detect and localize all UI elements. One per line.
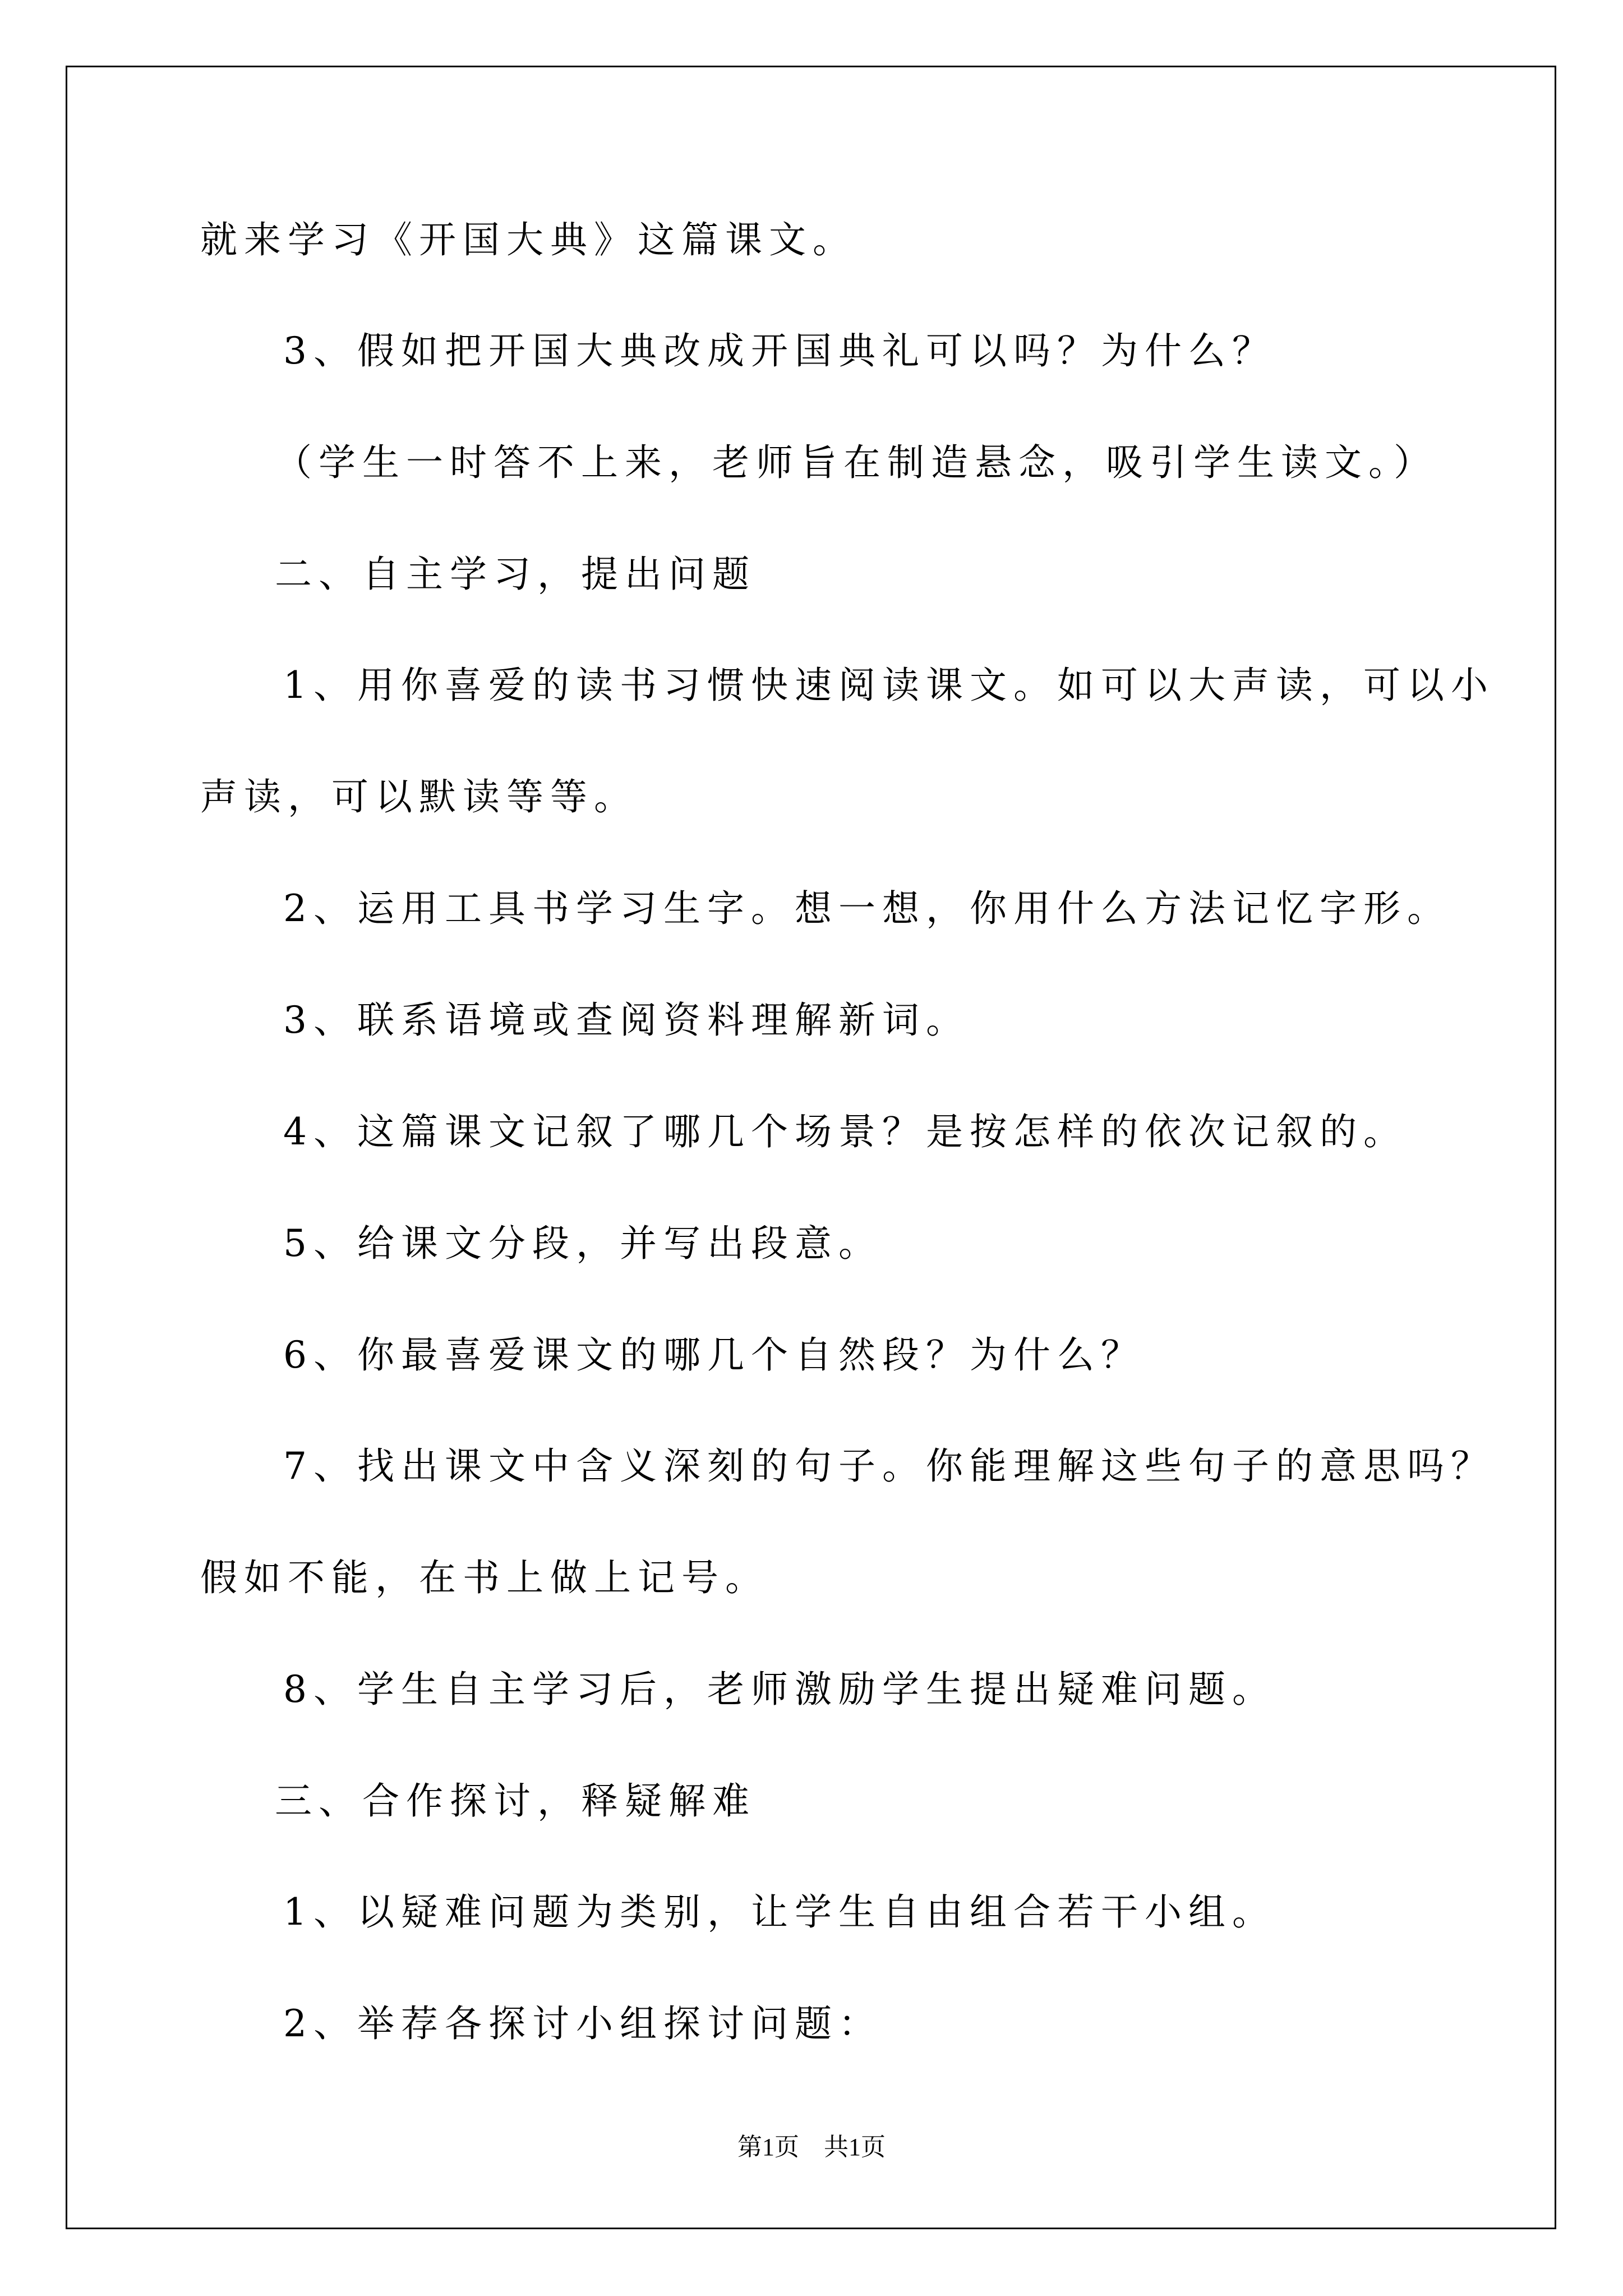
list-item-6: 6、你最喜爱课文的哪几个自然段？为什么？ xyxy=(283,1333,1145,1377)
list-item-3: 3、联系语境或查阅资料理解新词。 xyxy=(283,999,970,1042)
list-item-7: 7、找出课文中含义深刻的句子。你能理解这些句子的意思吗？ xyxy=(283,1444,1495,1488)
list-item-8: 8、学生自主学习后，老师激励学生提出疑难问题。 xyxy=(283,1668,1276,1711)
page-number-footer: 第1页 共1页 xyxy=(737,2133,886,2161)
list-item-2: 2、运用工具书学习生字。想一想，你用什么方法记忆字形。 xyxy=(283,887,1451,930)
list-item-7-continuation: 假如不能，在书上做上记号。 xyxy=(200,1556,769,1599)
list-item-5: 5、给课文分段，并写出段意。 xyxy=(283,1222,882,1265)
list-item-1-section-3: 1、以疑难问题为类别，让学生自由组合若干小组。 xyxy=(283,1890,1276,1934)
paragraph-note: （学生一时答不上来，老师旨在制造悬念，吸引学生读文。） xyxy=(275,441,1437,484)
paragraph-question-3: 3、假如把开国大典改成开国典礼可以吗？为什么？ xyxy=(283,329,1276,372)
section-heading-3: 三、合作探讨，释疑解难 xyxy=(275,1779,756,1823)
list-item-1: 1、用你喜爱的读书习惯快速阅读课文。如可以大声读，可以小 xyxy=(283,664,1495,707)
list-item-4: 4、这篇课文记叙了哪几个场景？是按怎样的依次记叙的。 xyxy=(283,1110,1407,1153)
list-item-1-continuation: 声读，可以默读等等。 xyxy=(200,775,638,818)
section-heading-2: 二、自主学习，提出问题 xyxy=(275,553,756,596)
list-item-2-section-3: 2、举荐各探讨小组探讨问题： xyxy=(283,2002,882,2045)
paragraph-continuation: 就来学习《开国大典》这篇课文。 xyxy=(200,218,856,261)
